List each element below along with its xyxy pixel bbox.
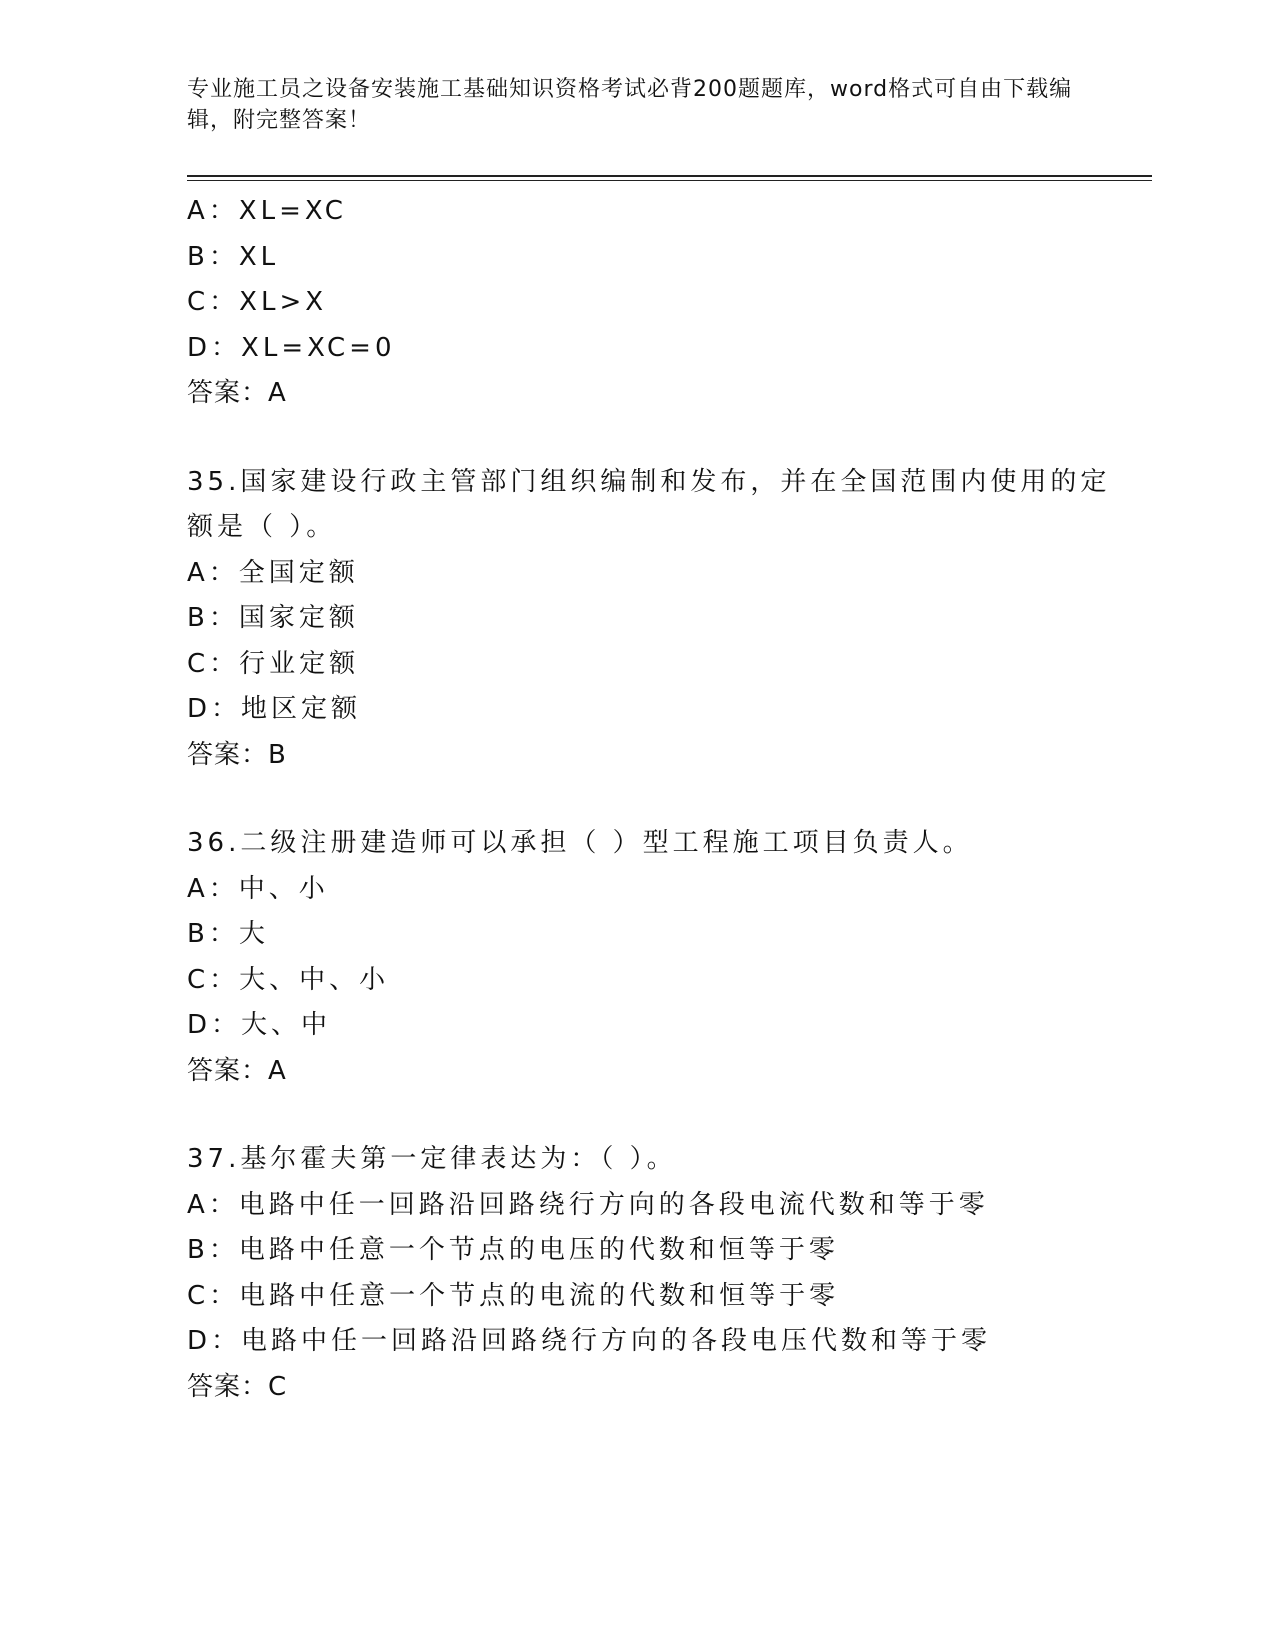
question-text: 37.基尔霍夫第一定律表达为：（ ）。 xyxy=(187,1144,677,1174)
option-d: D：大、中 xyxy=(187,1010,332,1040)
header-title: 专业施工员之设备安装施工基础知识资格考试必背200题题库，word格式可自由下载编辑，附完整答案！ xyxy=(187,77,1073,133)
option-d: D：XL=XC=0 xyxy=(187,332,396,363)
option-b: B：XL xyxy=(187,241,280,272)
header-rule-thick xyxy=(187,175,1152,177)
answer-line: 答案：B xyxy=(187,739,287,770)
option-b: B：国家定额 xyxy=(187,603,359,633)
option-d: D：地区定额 xyxy=(187,694,362,724)
option-b: B：电路中任意一个节点的电压的代数和恒等于零 xyxy=(187,1235,839,1265)
answer-line: 答案：C xyxy=(187,1371,288,1402)
option-d: D：电路中任一回路沿回路绕行方向的各段电压代数和等于零 xyxy=(187,1326,992,1356)
document-header xyxy=(187,74,1087,136)
option-a: A：电路中任一回路沿回路绕行方向的各段电流代数和等于零 xyxy=(187,1189,989,1220)
question-list xyxy=(187,189,1117,1410)
option-c: C：行业定额 xyxy=(187,648,360,679)
question-34-partial xyxy=(187,189,1117,417)
answer-line: 答案：A xyxy=(187,378,287,408)
option-b: B：大 xyxy=(187,919,269,949)
question-36 xyxy=(187,821,1117,1094)
answer-line: 答案：A xyxy=(187,1055,287,1086)
option-c: C：电路中任意一个节点的电流的代数和恒等于零 xyxy=(187,1280,840,1311)
question-gap xyxy=(187,417,1117,460)
option-a: A：中、小 xyxy=(187,873,329,904)
header-rule-thin xyxy=(187,180,1152,181)
question-gap xyxy=(187,778,1117,821)
question-gap xyxy=(187,1094,1117,1137)
option-a: A：XL=XC xyxy=(187,196,347,226)
question-text: 36.二级注册建造师可以承担（ ）型工程施工项目负责人。 xyxy=(187,828,973,858)
option-c: C：XL>X xyxy=(187,287,328,317)
question-text: 35.国家建设行政主管部门组织编制和发布，并在全国范围内使用的定额是（ ）。 xyxy=(187,466,1111,542)
question-37 xyxy=(187,1137,1117,1410)
option-c: C：大、中、小 xyxy=(187,964,390,995)
question-35 xyxy=(187,460,1117,779)
option-a: A：全国定额 xyxy=(187,557,359,588)
